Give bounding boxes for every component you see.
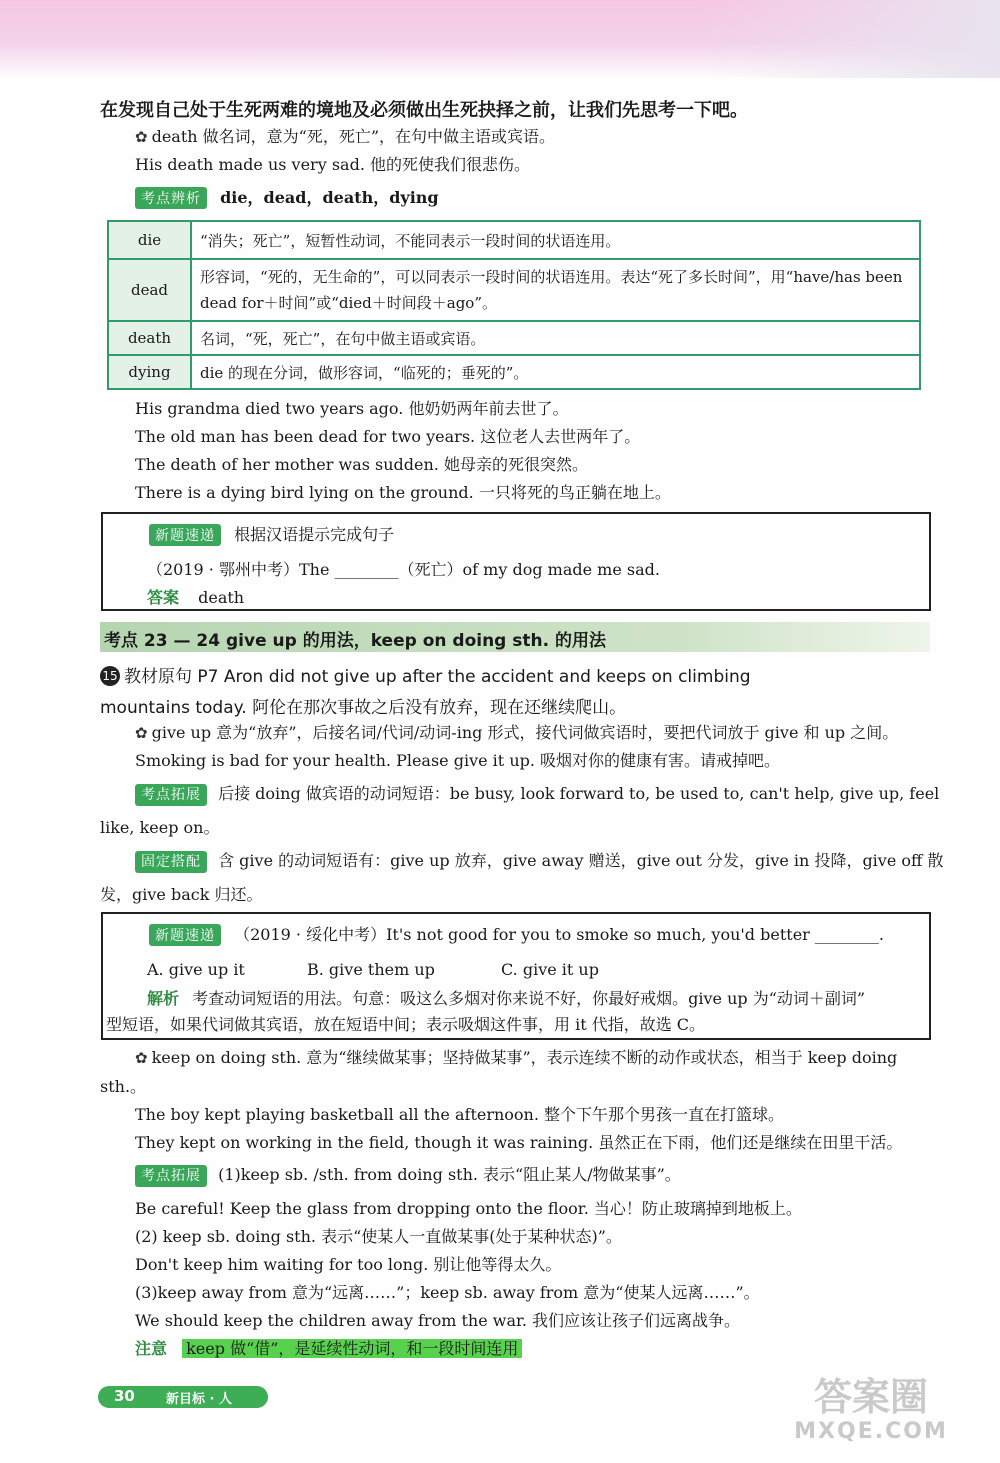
- new-question-box-1: [101, 512, 931, 611]
- table-word: dying: [108, 355, 191, 389]
- table-row: [108, 355, 920, 389]
- new-question-tag: 新题速递: [149, 924, 221, 946]
- table-desc: 形容词，“死的，无生命的”，可以同表示一段时间的状语连用。表达“死了多长时间”，用“have/has been dead for＋时间”或“died＋时间段＋ago”。: [191, 259, 920, 321]
- bullet-icon: ✿: [135, 724, 148, 742]
- comparison-table: [107, 220, 921, 390]
- table-row: [108, 221, 920, 259]
- footer-text: 新目标 · 人: [166, 1392, 232, 1407]
- original-sentence-line1: 15 教材原句 P7 Aron did not give up after the accident and keeps on climbing: [100, 662, 751, 687]
- box1-instruction: 根据汉语提示完成句子: [234, 525, 395, 544]
- fixed-line2: 发，give back 归还。: [100, 885, 263, 904]
- table-word: dead: [108, 259, 191, 321]
- giveup-example: Smoking is bad for your health. Please give it up. 吸烟对你的健康有害。请戒掉吧。: [135, 751, 781, 770]
- option-c: C. give it up: [501, 960, 599, 979]
- keepon-note-line1: ✿ keep on doing sth. 意为“继续做某事；坚持做某事”，表示连续不断的动作或状态，相当于 keep doing: [135, 1048, 898, 1067]
- expand2-line: We should keep the children away from the war. 我们应该让孩子们远离战争。: [135, 1311, 741, 1330]
- table-desc: 名词，“死，死亡”，在句中做主语或宾语。: [191, 321, 920, 355]
- keepon-example: The boy kept playing basketball all the afternoon. 整个下午那个男孩一直在打篮球。: [135, 1105, 785, 1124]
- example-line: The old man has been dead for two years. 这位老人去世两年了。: [135, 427, 641, 446]
- top-decorative-band: [0, 0, 1000, 78]
- keepon-example: They kept on working in the field, though it was raining. 虽然正在下雨，他们还是继续在田里干活。: [135, 1133, 903, 1152]
- fixed-tag: 固定搭配: [135, 851, 207, 873]
- analysis-header: [135, 187, 439, 209]
- page-number: 30: [114, 1387, 135, 1405]
- table-desc: die 的现在分词，做形容词，“临死的；垂死的”。: [191, 355, 920, 389]
- expand-tag: 考点拓展: [135, 784, 207, 806]
- keepon-note-line2: sth.。: [100, 1077, 147, 1096]
- note-highlight: keep 做“借”，是延续性动词，和一段时间连用: [182, 1339, 522, 1358]
- expand-tag: 考点拓展: [135, 1165, 207, 1187]
- table-word: die: [108, 221, 191, 259]
- fixed-line1: 固定搭配 含 give 的动词短语有：give up 放弃，give away 赠送，give out 分发，give in 投降，give off 散: [135, 851, 943, 873]
- note-line: [135, 1339, 522, 1359]
- expand2-first-line: 考点拓展 (1)keep sb. /sth. from doing sth. 表示“阻止某人/物做某事”。: [135, 1165, 681, 1187]
- watermark: [766, 1375, 976, 1453]
- analysis-title: die，dead，death，dying: [220, 188, 439, 207]
- example-line: There is a dying bird lying on the ground. 一只将死的鸟正躺在地上。: [135, 483, 671, 502]
- note-label: 注意: [135, 1339, 168, 1358]
- table-word: death: [108, 321, 191, 355]
- expand2-line: Don't keep him waiting for too long. 别让他等得太久。: [135, 1255, 562, 1274]
- death-example: His death made us very sad. 他的死使我们很悲伤。: [135, 155, 530, 174]
- watermark-url: MXQE.COM: [794, 1419, 948, 1444]
- example-line: His grandma died two years ago. 他奶奶两年前去世了。: [135, 399, 569, 418]
- box2-analysis-line2: 型短语，如果代词做其宾语，放在短语中间；表示吸烟这件事，用 it 代指，故选 C。: [106, 1015, 706, 1034]
- option-b: B. give them up: [307, 960, 435, 979]
- original-sentence-line2: mountains today. 阿伦在那次事故之后没有放弃，现在还继续爬山。: [100, 698, 627, 718]
- page-footer: [98, 1386, 268, 1408]
- expand1-line1: 考点拓展 后接 doing 做宾语的动词短语：be busy, look forward to, be used to, can't help, give up, feel: [135, 784, 939, 806]
- option-a: A. give up it: [147, 960, 245, 979]
- analysis-label: 解析: [147, 989, 180, 1008]
- answer-label: 答案: [147, 588, 180, 607]
- box2-analysis-line1: 解析 考查动词短语的用法。句意：吸这么多烟对你来说不好，你最好戒烟。give up 为“动词＋副词”: [147, 989, 866, 1008]
- giveup-note: ✿ give up 意为“放弃”，后接名词/代词/动词-ing 形式，接代词做宾语时，要把代词放于 give 和 up 之间。: [135, 723, 899, 742]
- new-question-box-2: [101, 912, 931, 1040]
- expand2-line: Be careful! Keep the glass from dropping onto the floor. 当心！防止玻璃掉到地板上。: [135, 1199, 802, 1218]
- new-question-tag: 新题速递: [149, 524, 221, 546]
- number-badge: 15: [100, 666, 120, 686]
- death-note: ✿ death 做名词，意为“死，死亡”，在句中做主语或宾语。: [135, 127, 556, 146]
- expand1-line2: like, keep on。: [100, 818, 220, 837]
- box2-question: （2019 · 绥化中考）It's not good for you to smoke so much, you'd better ________.: [234, 925, 884, 944]
- analysis-tag: 考点辨析: [135, 187, 207, 209]
- watermark-logo-text: 答案圈: [813, 1375, 928, 1419]
- box1-question: （2019 · 鄂州中考）The ________（死亡）of my dog made me sad.: [147, 560, 660, 579]
- bullet-icon: ✿: [135, 1049, 148, 1067]
- box1-answer: [147, 588, 244, 608]
- answer-text: death: [198, 588, 245, 607]
- table-desc: “消失；死亡”，短暂性动词，不能同表示一段时间的状语连用。: [191, 221, 920, 259]
- section-title: 考点 23 — 24 give up 的用法，keep on doing sth. 的用法: [104, 631, 606, 651]
- intro-sentence: 在发现自己处于生死两难的境地及必须做出生死抉择之前，让我们先思考一下吧。: [100, 100, 748, 121]
- bullet-icon: ✿: [135, 128, 148, 146]
- example-line: The death of her mother was sudden. 她母亲的死很突然。: [135, 455, 588, 474]
- expand2-line: (3)keep away from 意为“远离……”；keep sb. away from 意为“使某人远离……”。: [135, 1283, 760, 1302]
- table-row: [108, 259, 920, 321]
- table-row: [108, 321, 920, 355]
- expand2-line: (2) keep sb. doing sth. 表示“使某人一直做某事(处于某种状态)”。: [135, 1227, 622, 1246]
